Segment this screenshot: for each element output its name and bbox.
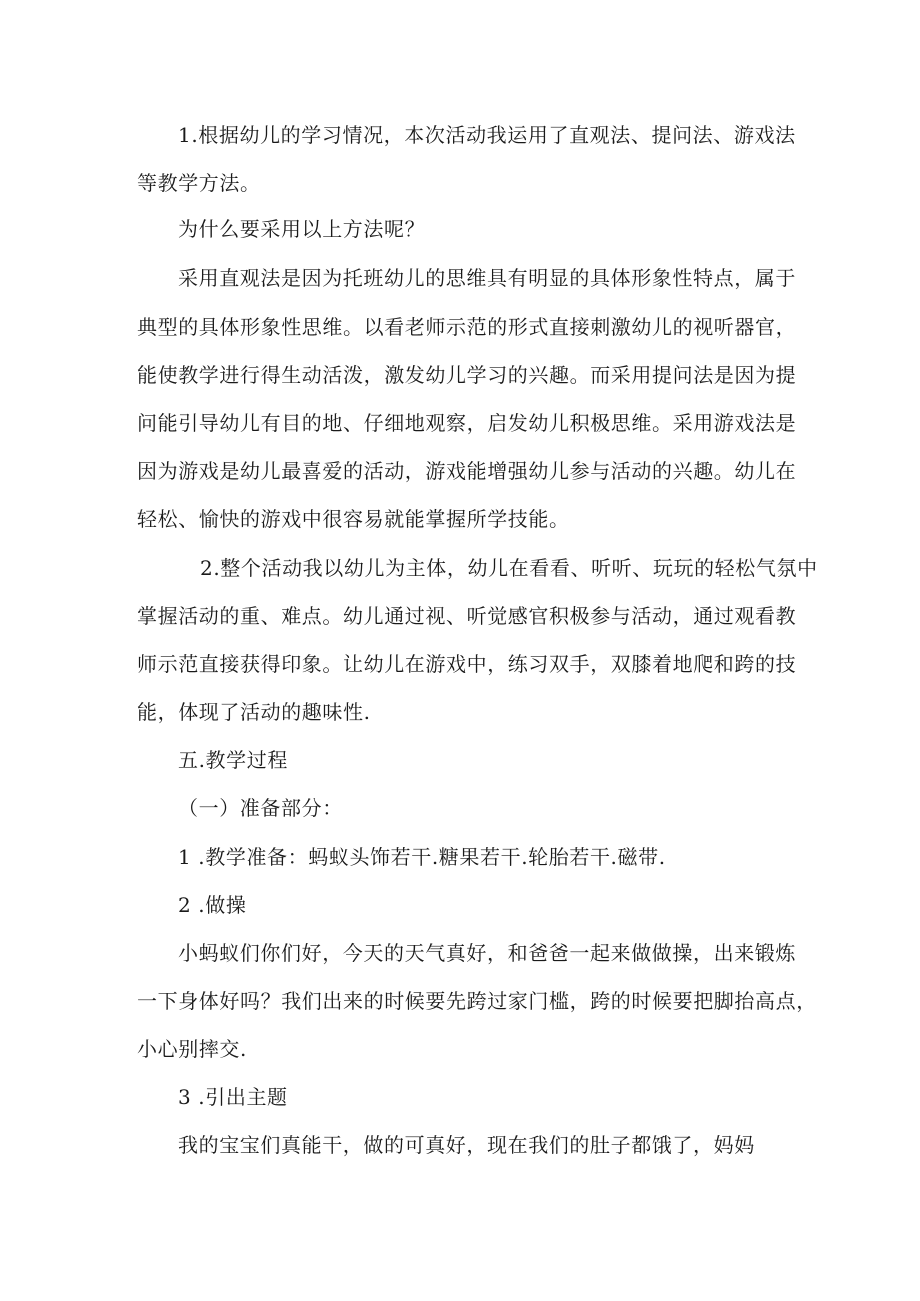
paragraph-1-line-1: 1.根据幼儿的学习情况，本次活动我运用了直观法、提问法、游戏法 (178, 123, 796, 147)
paragraph-2-line-5: 因为游戏是幼儿最喜爱的活动，游戏能增强幼儿参与活动的兴趣。幼儿在 (137, 459, 797, 483)
list-item-1: 1 .教学准备：蚂蚁头饰若干.糖果若干.轮胎若干.磁带. (178, 845, 666, 869)
paragraph-5-line-1: 我的宝宝们真能干，做的可真好，现在我们的肚子都饿了，妈妈 (178, 1133, 755, 1157)
paragraph-2-line-2: 典型的具体形象性思维。以看老师示范的形式直接刺激幼儿的视听器官， (137, 315, 797, 339)
paragraph-4-line-1: 小蚂蚁们你们好，今天的天气真好，和爸爸一起来做做操，出来锻炼 (178, 941, 796, 965)
paragraph-2-line-4: 问能引导幼儿有目的地、仔细地观察，启发幼儿积极思维。采用游戏法是 (137, 411, 797, 435)
paragraph-3-line-1: 2.整个活动我以幼儿为主体，幼儿在看看、听听、玩玩的轻松气氛中 (200, 556, 818, 580)
paragraph-3-line-3: 师示范直接获得印象。让幼儿在游戏中，练习双手，双膝着地爬和跨的技 (137, 652, 797, 676)
list-item-2: 2 .做操 (178, 893, 247, 917)
paragraph-2-line-3: 能使教学进行得生动活泼，激发幼儿学习的兴趣。而采用提问法是因为提 (137, 363, 797, 387)
paragraph-3-line-4: 能，体现了活动的趣味性. (137, 700, 371, 724)
question-line: 为什么要采用以上方法呢？ (178, 217, 426, 241)
list-item-3: 3 .引出主题 (178, 1085, 288, 1109)
paragraph-4-line-3: 小心别摔交. (137, 1037, 247, 1061)
subsection-heading: （一）准备部分： (178, 796, 343, 820)
paragraph-1-line-2: 等教学方法。 (137, 171, 261, 195)
paragraph-4-line-2: 一下身体好吗？我们出来的时候要先跨过家门槛，跨的时候要把脚抬高点， (137, 989, 817, 1013)
paragraph-3-line-2: 掌握活动的重、难点。幼儿通过视、听觉感官积极参与活动，通过观看教 (137, 604, 797, 628)
section-heading: 五.教学过程 (178, 748, 288, 772)
paragraph-2-line-6: 轻松、愉快的游戏中很容易就能掌握所学技能。 (137, 507, 570, 531)
paragraph-2-line-1: 采用直观法是因为托班幼儿的思维具有明显的具体形象性特点，属于 (178, 266, 796, 290)
